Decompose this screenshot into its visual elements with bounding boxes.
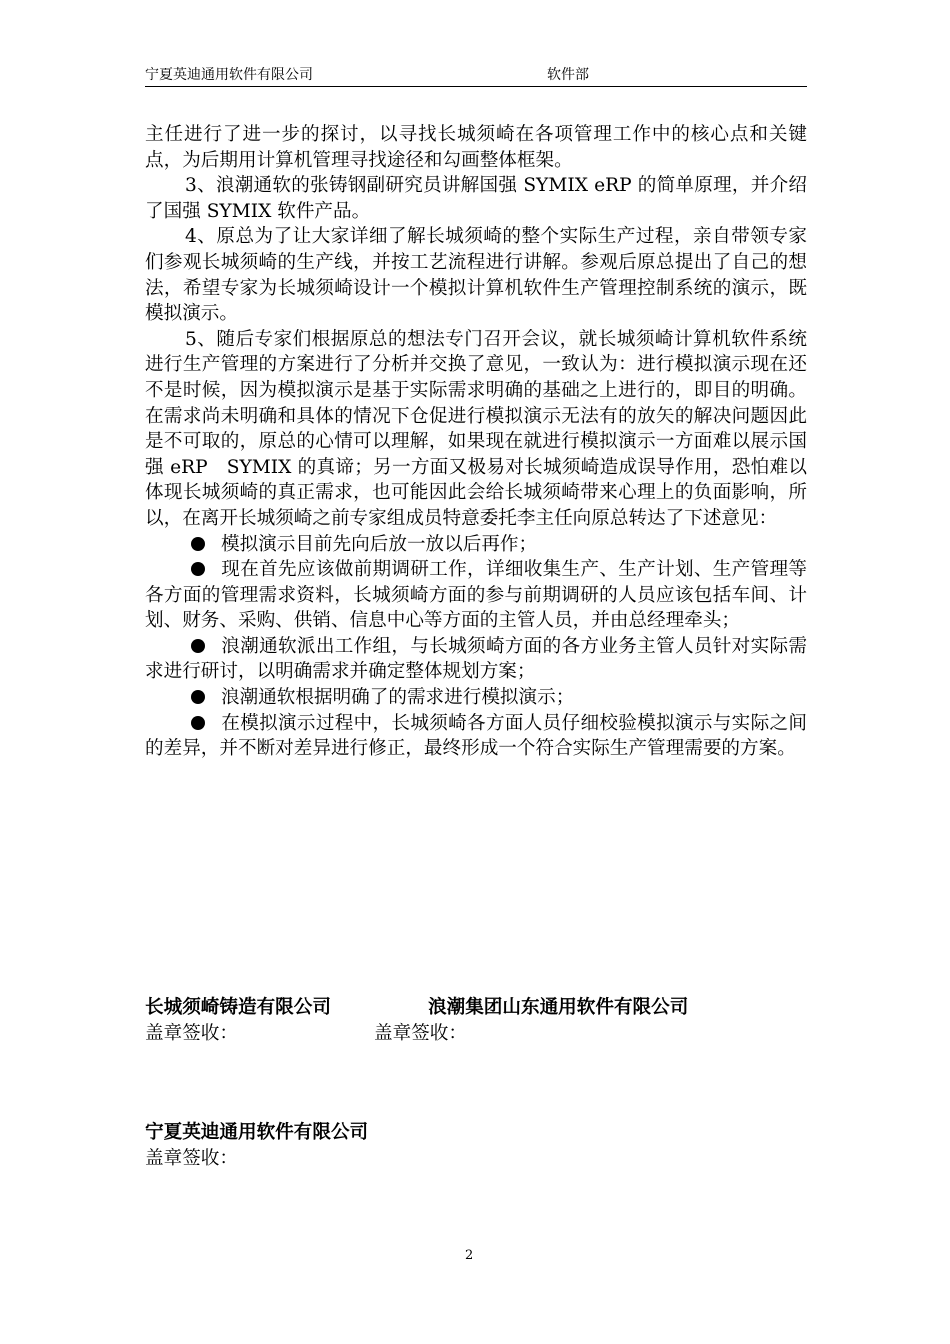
signature-company-2: 浪潮集团山东通用软件有限公司 (428, 997, 689, 1018)
paragraph-continued: 主任进行了进一步的探讨，以寻找长城须崎在各项管理工作中的核心点和关键点，为后期用计算机管理寻找途径和勾画整体框架。 (145, 124, 807, 171)
header-company: 宁夏英迪通用软件有限公司 (145, 67, 313, 83)
signature-block-1 (145, 995, 331, 1047)
signature-company-1: 长城须崎铸造有限公司 (145, 997, 331, 1018)
bullet-text: 在模拟演示过程中，长城须崎各方面人员仔细校验模拟演示与实际之间的差异，并不断对差异进行修正，最终形成一个符合实际生产管理需要的方案。 (145, 712, 807, 760)
signature-company-3: 宁夏英迪通用软件有限公司 (145, 1122, 369, 1143)
bullet-text: 浪潮通软根据明确了的需求进行模拟演示； (221, 687, 575, 709)
bullet-item (145, 557, 807, 634)
page-number: 2 (465, 1248, 474, 1263)
signature-block-2 (374, 995, 688, 1047)
bullet-item (145, 711, 807, 762)
header-department: 软件部 (547, 67, 589, 83)
signature-block-3 (145, 1120, 368, 1172)
bullet-item (145, 634, 807, 685)
seal-label-3: 盖章签收： (145, 1148, 238, 1169)
bullet-icon (191, 690, 205, 704)
paragraph-item-3: 3、浪潮通软的张铸钢副研究员讲解国强 SYMIX eRP 的简单原理，并介绍了国强 SYMIX 软件产品。 (145, 175, 807, 222)
bullet-text: 模拟演示目前先向后放一放以后再作； (221, 533, 538, 555)
document-body (145, 122, 807, 762)
paragraph-item-5: 5、随后专家们根据原总的想法专门召开会议，就长城须崎计算机软件系统进行生产管理的方案进行了分析并交换了意见，一致认为：进行模拟演示现在还不是时候，因为模拟演示是基于实际需求明确的基础之上进行的，即目的明确。在需求尚未明确和具体的情况下仓促进行模拟演示无法有的放矢的解决问题因此是不可取的，原总的心情可以理解，如果现在就进行模拟演示一方面难以展示国强 eRP SYMIX 的真谛；另一方面又极易对长城须崎造成误导作用，恐怕难以体现长城须崎的真正需求，也可能因此会给长城须崎带来心理上的负面影响，所以，在离开长城须崎之前专家组成员特意委托李主任向原总转达了下述意见： (145, 328, 807, 529)
bullet-icon (191, 716, 205, 730)
bullet-icon (191, 537, 205, 551)
bullet-text: 现在首先应该做前期调研工作，详细收集生产、生产计划、生产管理等各方面的管理需求资料，长城须崎方面的参与前期调研的人员应该包括车间、计划、财务、采购、供销、信息中心等方面的主管人员，并由总经理牵头； (145, 559, 807, 632)
paragraph-item-4: 4、原总为了让大家详细了解长城须崎的整个实际生产过程，亲自带领专家们参观长城须崎的生产线，并按工艺流程进行讲解。参观后原总提出了自己的想法，希望专家为长城须崎设计一个模拟计算机软件生产管理控制系统的演示，既模拟演示。 (145, 226, 807, 325)
bullet-icon (191, 639, 205, 653)
seal-label-1: 盖章签收： (145, 1023, 238, 1044)
page-header (145, 66, 807, 87)
bullet-icon (191, 562, 205, 576)
bullet-item (145, 532, 807, 558)
bullet-text: 浪潮通软派出工作组，与长城须崎方面的各方业务主管人员针对实际需求进行研讨，以明确需求并确定整体规划方案； (145, 635, 807, 683)
seal-label-2: 盖章签收： (374, 1023, 467, 1044)
bullet-item (145, 685, 807, 711)
